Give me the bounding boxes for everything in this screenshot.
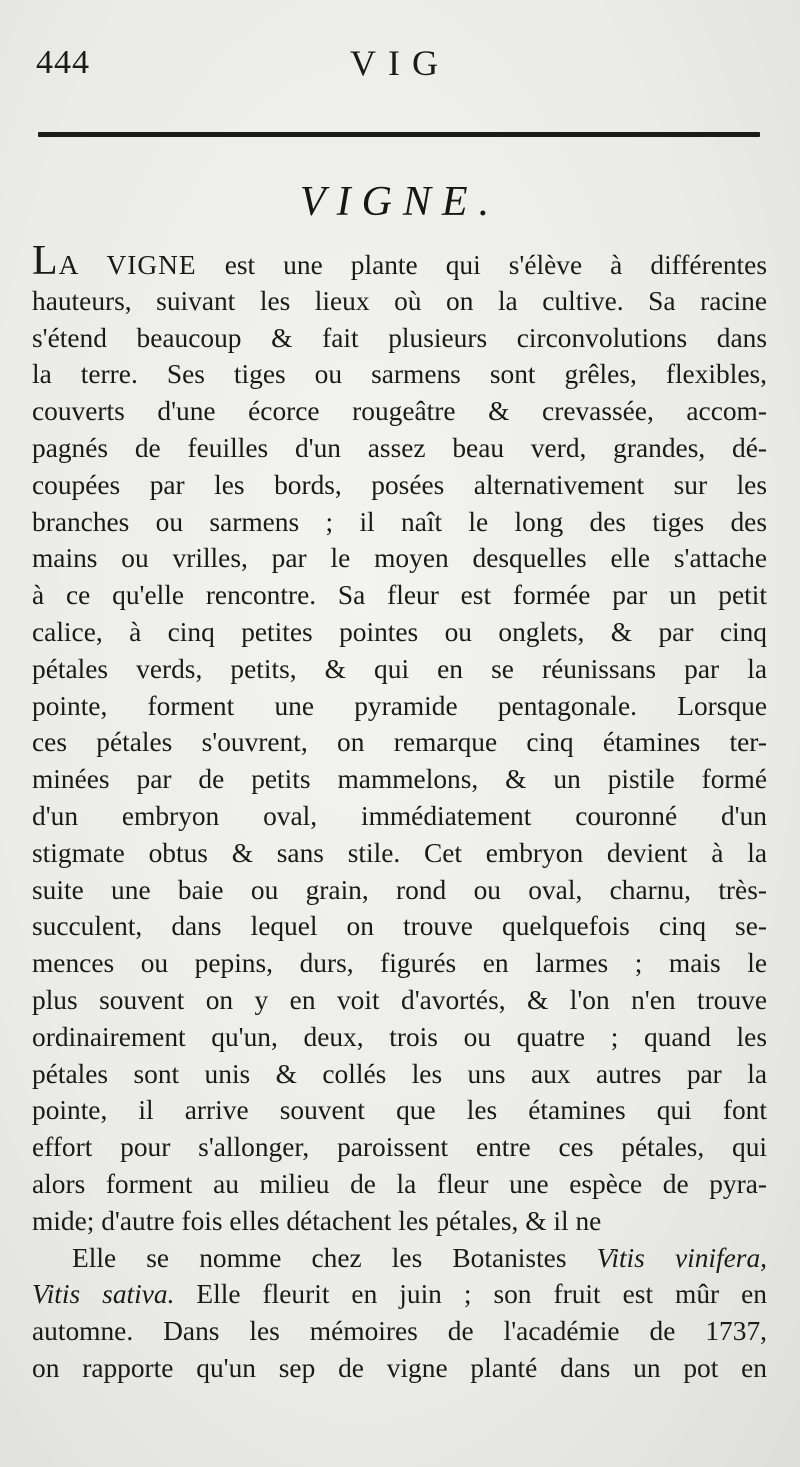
text-line: branches ou sarmens ; il naît le long des tiges des: [32, 506, 767, 537]
line-rest: Elle fleurit en juin ; son fruit est mûr en: [174, 1279, 767, 1310]
text-line: pointe, forment une pyramide pentagonale. Lorsque: [32, 690, 767, 721]
text-line: ordinairement qu'un, deux, trois ou quatre ; quand les: [32, 1021, 767, 1052]
running-head: VIG: [350, 43, 450, 83]
text-line: calice, à cinq petites pointes ou onglets, & par cinq: [32, 616, 767, 647]
text-line: pagnés de feuilles d'un assez beau verd, grandes, dé-: [32, 432, 767, 463]
text-line: couverts d'une écorce rougeâtre & crevassée, accom-: [32, 396, 767, 427]
text-line: suite une baie ou grain, rond ou oval, charnu, très-: [32, 874, 767, 905]
text-line: [32, 238, 767, 284]
text-line: stigmate obtus & sans stile. Cet embryon devient à la: [32, 837, 767, 868]
text-line: s'étend beaucoup & fait plusieurs circonvolutions dans: [32, 322, 767, 353]
text-line: ces pétales s'ouvrent, on remarque cinq étamines ter-: [32, 727, 767, 758]
text-line: mide; d'autre fois elles détachent les pétales, & il ne: [32, 1205, 602, 1236]
text-line: mains ou vrilles, par le moyen desquelles elle s'attache: [32, 543, 767, 574]
text-line: mences ou pepins, durs, figurés en larmes ; mais le: [32, 948, 767, 979]
text-line: on rapporte qu'un sep de vigne planté dans un pot en: [32, 1352, 767, 1383]
text-line: succulent, dans lequel on trouve quelquefois cinq se-: [32, 911, 767, 942]
text-line: automne. Dans les mémoires de l'académie de 1737,: [32, 1316, 767, 1347]
text-line: [32, 1276, 767, 1313]
drop-cap: L: [32, 238, 59, 284]
header-rule: [38, 132, 760, 137]
text-line: effort pour s'allonger, paroissent entre ces pétales, qui: [32, 1132, 767, 1163]
article-body: [32, 238, 768, 1387]
line-start: Elle se nomme chez les Botanistes: [72, 1242, 597, 1273]
text-line: d'un embryon oval, immédiatement couronné d'un: [32, 800, 767, 831]
text-line: hauteurs, suivant les lieux où on la cultive. Sa racine: [32, 285, 767, 316]
text-line: pétales verds, petits, & qui en se réunissans par la: [32, 653, 767, 684]
text-line: minées par de petits mammelons, & un pistile formé: [32, 764, 767, 795]
text-line: [32, 1240, 767, 1277]
text-line: à ce qu'elle rencontre. Sa fleur est formée par un petit: [32, 580, 767, 611]
line-rest: est une plante qui s'élève à différentes: [196, 250, 767, 280]
text-line: la terre. Ses tiges ou sarmens sont grêles, flexibles,: [32, 359, 767, 390]
text-line: pointe, il arrive souvent que les étamines qui font: [32, 1095, 767, 1126]
latin-name: Vitis sativa.: [32, 1279, 175, 1310]
text-line: alors forment au milieu de la fleur une espèce de pyra-: [32, 1168, 767, 1199]
article-title: VIGNE.: [299, 179, 501, 225]
latin-name: Vitis vinifera,: [596, 1242, 768, 1273]
page-number: 444: [36, 44, 90, 81]
lead-word: A VIGNE: [58, 250, 197, 280]
text-line: pétales sont unis & collés les uns aux autres par la: [32, 1058, 767, 1089]
text-line: coupées par les bords, posées alternativement sur les: [32, 469, 767, 500]
text-line: plus souvent on y en voit d'avortés, & l'on n'en trouve: [32, 984, 767, 1015]
